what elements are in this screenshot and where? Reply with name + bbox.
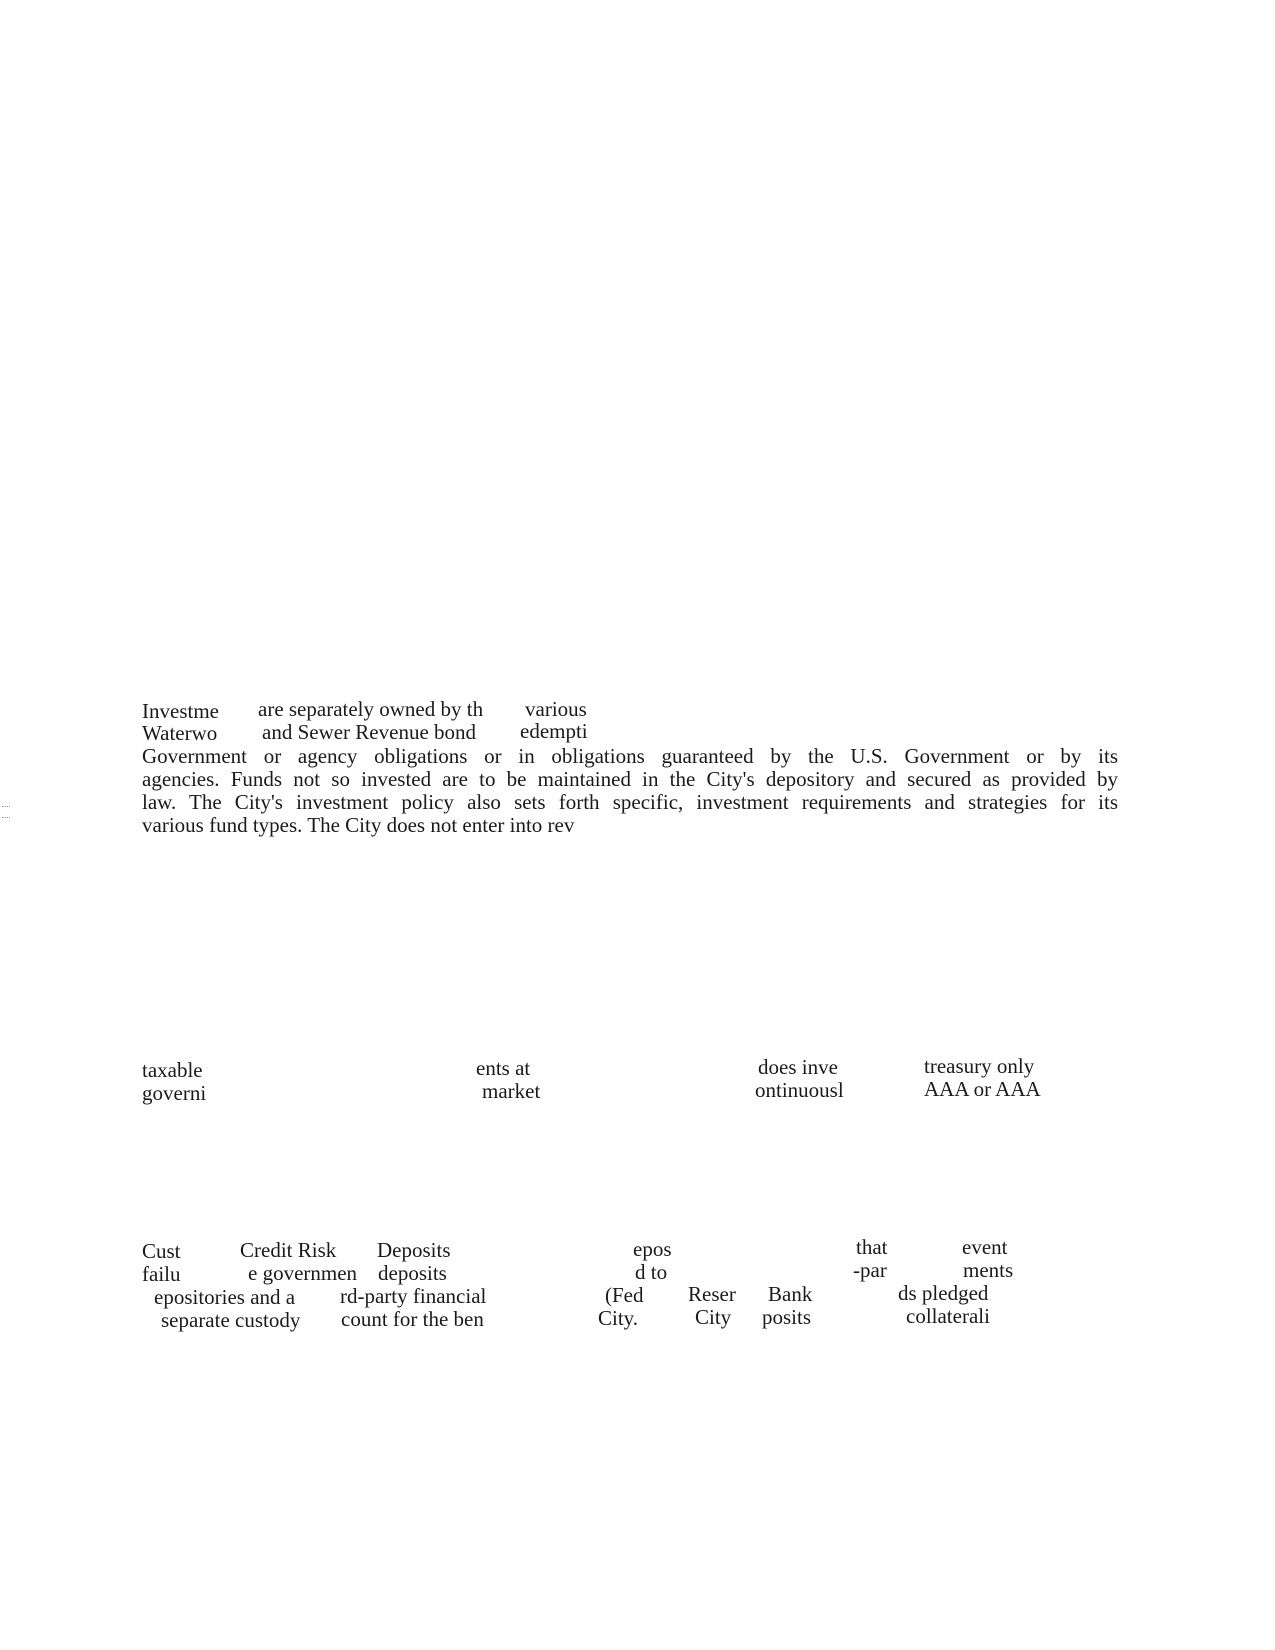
text-fragment: Cust <box>142 1239 181 1263</box>
text-fragment: ds pledged <box>898 1281 989 1305</box>
margin-mark <box>2 806 10 818</box>
text-fragment: -par <box>853 1258 887 1282</box>
text-fragment: governi <box>142 1081 207 1105</box>
text-fragment: City. <box>598 1306 639 1330</box>
text-line: agencies. Funds not so invested are to be maintained in the City's depository and secured as provided by <box>142 767 1118 791</box>
text-fragment: event <box>962 1235 1008 1259</box>
text-fragment: ments <box>963 1258 1014 1282</box>
text-fragment: Bank <box>768 1282 813 1306</box>
text-line: law. The City's investment policy also sets forth specific, investment requirements and strategies for its <box>142 790 1118 814</box>
text-fragment: does inve <box>758 1055 838 1079</box>
text-fragment: (Fed <box>605 1283 644 1307</box>
text-fragment: d to <box>635 1260 668 1284</box>
text-fragment: ents at <box>476 1056 531 1080</box>
text-fragment: treasury only <box>924 1054 1035 1078</box>
text-line: various fund types. The City does not enter into rev <box>142 813 575 837</box>
text-fragment: Credit Risk <box>240 1238 337 1262</box>
text-fragment: and Sewer Revenue bond <box>262 720 477 744</box>
text-fragment: epos <box>633 1237 672 1261</box>
text-line: Government or agency obligations or in obligations guaranteed by the U.S. Government or by its <box>142 744 1118 768</box>
text-fragment: count for the ben <box>341 1307 484 1331</box>
text-fragment: various <box>525 697 587 721</box>
text-fragment: City <box>695 1305 732 1329</box>
text-fragment: Waterwo <box>142 721 218 745</box>
text-fragment: that <box>856 1235 888 1259</box>
text-fragment: separate custody <box>161 1308 301 1332</box>
text-fragment: collaterali <box>906 1304 990 1328</box>
text-fragment: are separately owned by th <box>258 697 484 721</box>
text-fragment: taxable <box>142 1058 203 1082</box>
text-fragment: e governmen <box>248 1261 358 1285</box>
text-fragment: market <box>482 1079 541 1103</box>
text-fragment: Reser <box>688 1282 736 1306</box>
text-fragment: Deposits <box>377 1238 451 1262</box>
text-fragment: ontinuousl <box>755 1078 844 1102</box>
text-fragment: failu <box>142 1262 181 1286</box>
text-fragment: AAA or AAA <box>924 1077 1041 1101</box>
text-fragment: rd-party financial <box>340 1284 487 1308</box>
text-fragment: posits <box>762 1305 812 1329</box>
text-fragment: edempti <box>520 719 588 743</box>
text-fragment: Investme <box>142 699 219 723</box>
text-fragment: deposits <box>378 1261 447 1285</box>
text-fragment: epositories and a <box>154 1285 296 1309</box>
